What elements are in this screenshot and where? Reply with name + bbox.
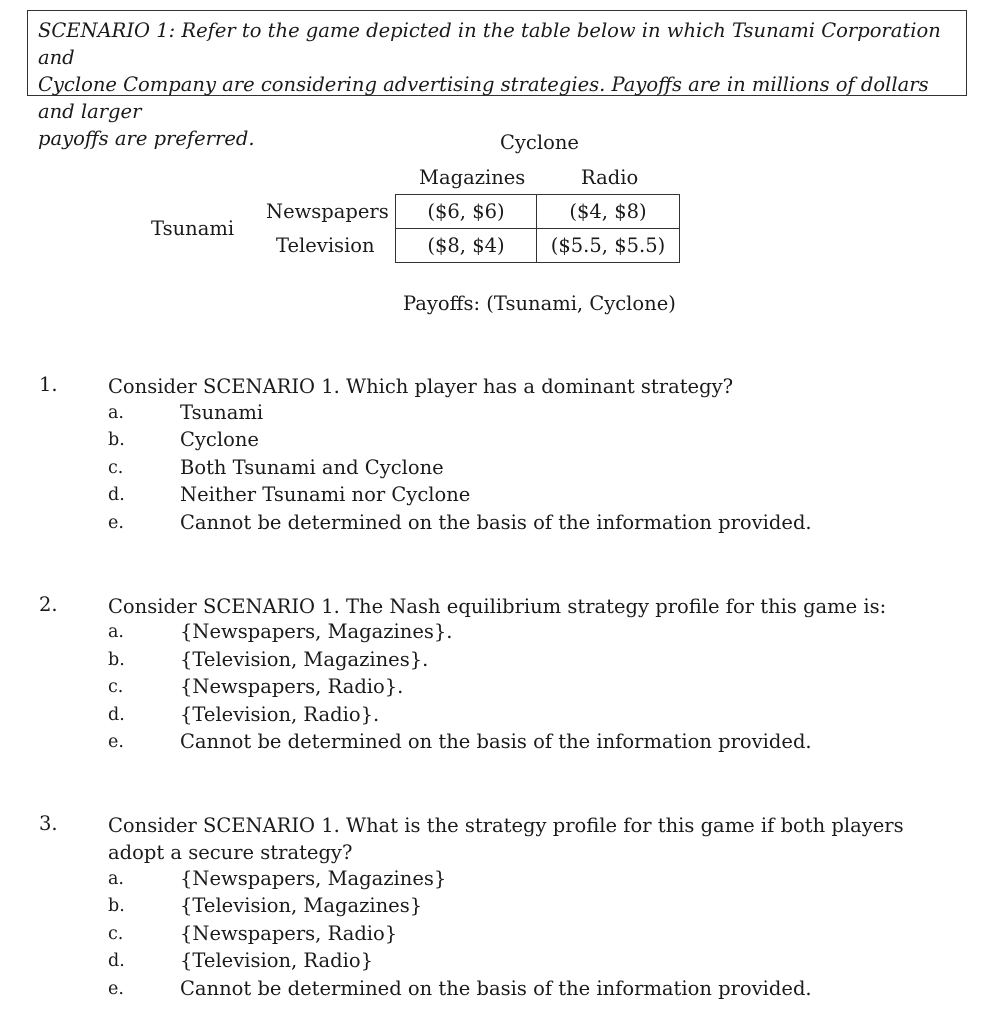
payoff-cell: ($5.5, $5.5): [537, 229, 680, 263]
row-player-label: Tsunami: [151, 217, 235, 240]
option-letter: b.: [108, 896, 125, 916]
row-strategy-television: Television: [276, 234, 375, 257]
scenario-line-1: SCENARIO 1: Refer to the game depicted in the table below in which Tsunami Corporation and: [38, 19, 941, 69]
option-text: Cannot be determined on the basis of the information provided.: [180, 511, 812, 534]
option-text: {Television, Magazines}.: [180, 648, 429, 671]
option-letter: b.: [108, 430, 125, 450]
option-text: {Newspapers, Magazines}: [180, 867, 447, 890]
option-letter: e.: [108, 513, 124, 533]
option-letter: a.: [108, 403, 124, 423]
option-letter: b.: [108, 650, 125, 670]
payoff-caption: Payoffs: (Tsunami, Cyclone): [403, 292, 676, 315]
option-text: Cannot be determined on the basis of the information provided.: [180, 730, 812, 753]
option-letter: c.: [108, 677, 124, 697]
scenario-line-3: payoffs are preferred.: [38, 127, 255, 150]
column-player-label: Cyclone: [500, 131, 579, 154]
option-text: Tsunami: [180, 401, 264, 424]
option-letter: e.: [108, 732, 124, 752]
option-text: {Newspapers, Magazines}.: [180, 620, 453, 643]
option-letter: a.: [108, 622, 124, 642]
question-text: Consider SCENARIO 1. Which player has a dominant strategy?: [108, 375, 734, 398]
option-text: Cyclone: [180, 428, 259, 451]
question-text: Consider SCENARIO 1. The Nash equilibrium strategy profile for this game is:: [108, 595, 887, 618]
column-strategy-radio: Radio: [581, 166, 639, 189]
option-letter: c.: [108, 458, 124, 478]
question-text: Consider SCENARIO 1. What is the strategy profile for this game if both players adopt a secure strategy?: [108, 814, 904, 864]
question-number: 2.: [39, 593, 58, 616]
payoff-cell: ($8, $4): [396, 229, 537, 263]
payoff-row-newspapers: [396, 195, 680, 229]
option-letter: d.: [108, 951, 125, 971]
option-letter: e.: [108, 979, 124, 999]
question-number: 1.: [39, 373, 58, 396]
option-text: Cannot be determined on the basis of the information provided.: [180, 977, 812, 1000]
option-text: {Television, Magazines}: [180, 894, 423, 917]
option-letter: d.: [108, 485, 125, 505]
option-text: {Television, Radio}.: [180, 703, 380, 726]
option-text: Both Tsunami and Cyclone: [180, 456, 444, 479]
payoff-table: [395, 194, 680, 263]
option-text: {Newspapers, Radio}.: [180, 675, 404, 698]
payoff-cell: ($4, $8): [537, 195, 680, 229]
payoff-row-television: [396, 229, 680, 263]
option-text: {Television, Radio}: [180, 949, 374, 972]
scenario-box: [27, 10, 967, 150]
option-letter: d.: [108, 705, 125, 725]
column-strategy-magazines: Magazines: [419, 166, 526, 189]
option-text: {Newspapers, Radio}: [180, 922, 398, 945]
option-letter: c.: [108, 924, 124, 944]
row-strategy-newspapers: Newspapers: [266, 200, 389, 223]
question-number: 3.: [39, 812, 58, 835]
scenario-line-2: Cyclone Company are considering advertising strategies. Payoffs are in millions of dollars and larger: [38, 73, 929, 123]
scenario-text: [38, 17, 956, 152]
payoff-cell: ($6, $6): [396, 195, 537, 229]
option-text: Neither Tsunami nor Cyclone: [180, 483, 471, 506]
option-letter: a.: [108, 869, 124, 889]
